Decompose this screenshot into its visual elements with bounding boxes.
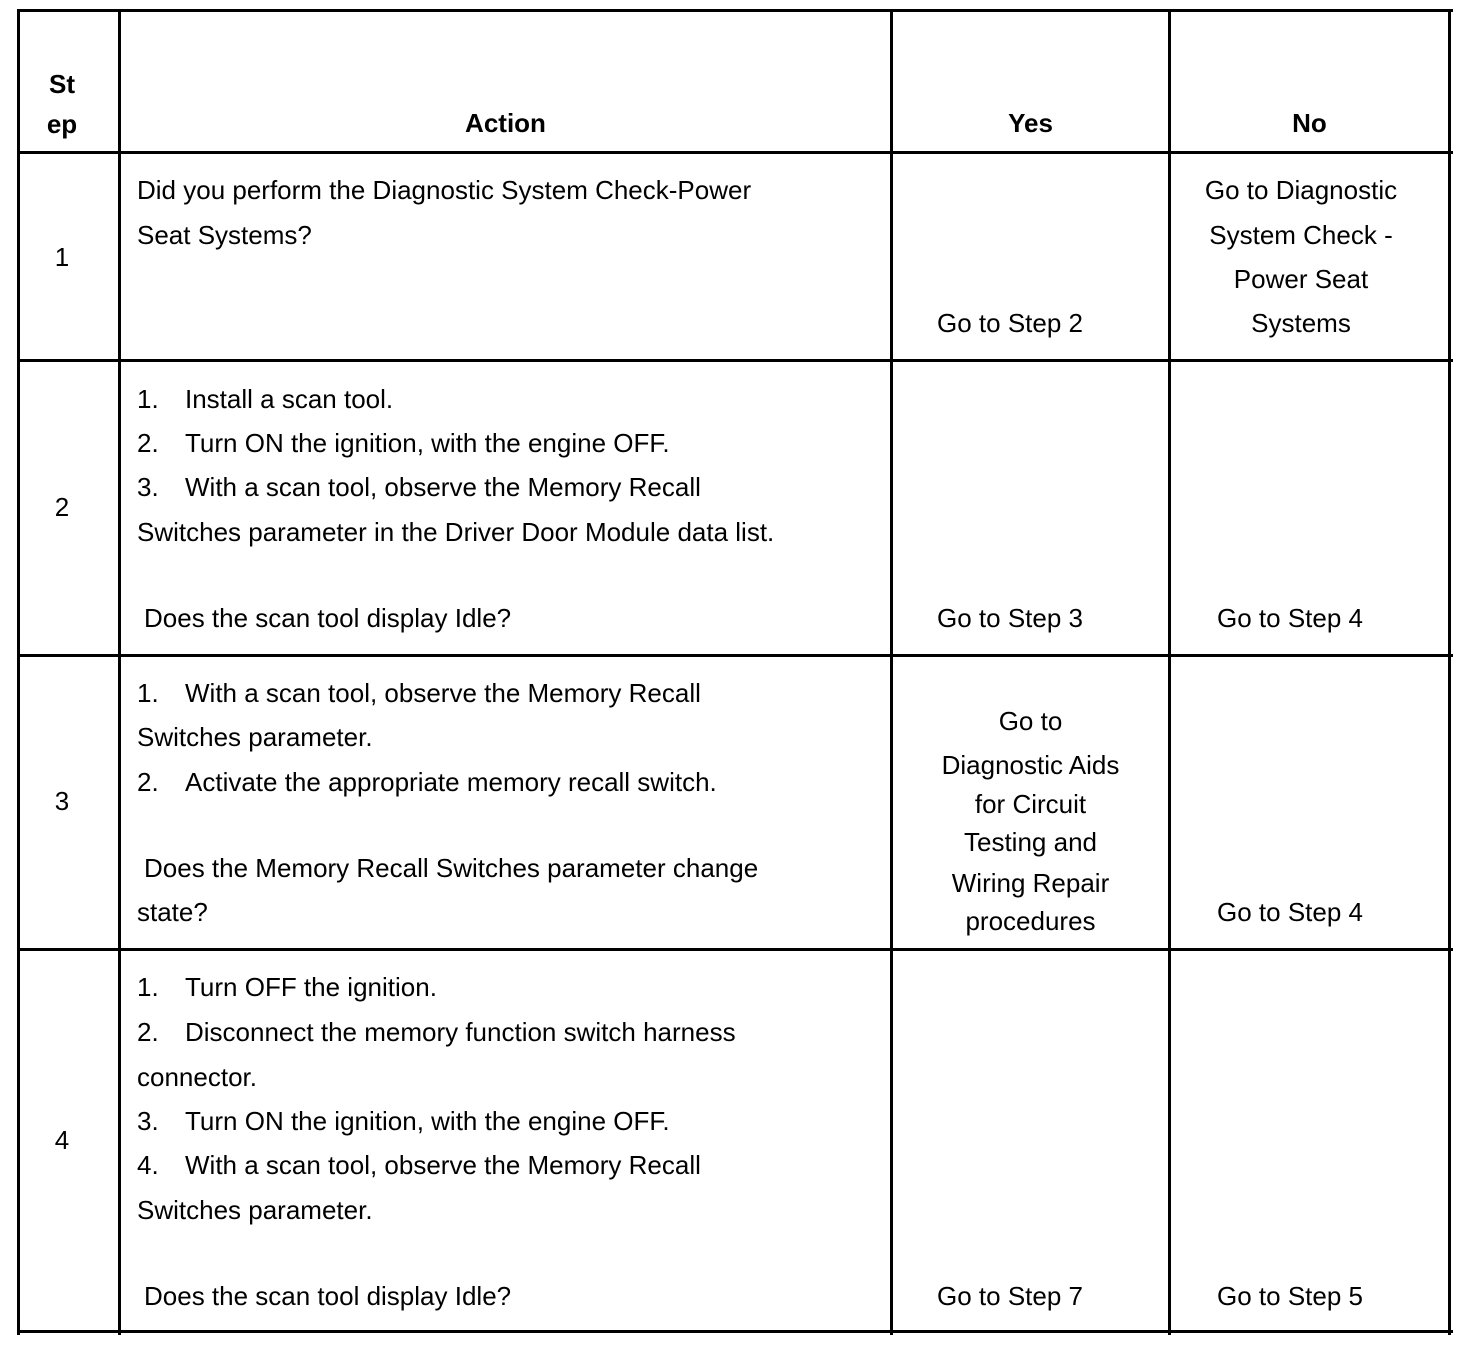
header-action: Action bbox=[465, 108, 546, 138]
list-item-number: 1. bbox=[137, 384, 159, 414]
no-result: Go to Step 5 bbox=[1217, 1281, 1363, 1311]
list-item-text: Activate the appropriate memory recall switch. bbox=[185, 767, 717, 797]
list-item bbox=[137, 965, 437, 1009]
yes-result: Wiring Repair bbox=[951, 868, 1110, 898]
question-text: Does the scan tool display Idle? bbox=[144, 1281, 512, 1311]
row-divider bbox=[17, 948, 1453, 951]
no-result: Go to Diagnostic bbox=[1204, 175, 1398, 205]
step-number: 2 bbox=[54, 492, 70, 522]
row-divider bbox=[17, 654, 1453, 657]
step-number: 4 bbox=[54, 1125, 70, 1155]
list-item-text: With a scan tool, observe the Memory Recall bbox=[185, 472, 701, 502]
list-item bbox=[137, 421, 670, 465]
yes-result: Testing and bbox=[964, 827, 1097, 857]
list-item-number: 3. bbox=[137, 1106, 159, 1136]
column-divider bbox=[890, 9, 893, 1335]
question-text: Does the scan tool display Idle? bbox=[144, 603, 512, 633]
table-border-bottom bbox=[17, 1330, 1453, 1333]
action-text: Did you perform the Diagnostic System Check-Power bbox=[137, 175, 752, 205]
list-item-number: 1. bbox=[137, 972, 159, 1002]
header-yes: Yes bbox=[1008, 108, 1053, 138]
no-result: System Check - bbox=[1209, 220, 1393, 250]
list-item-text: Disconnect the memory function switch harness bbox=[185, 1017, 736, 1047]
list-item bbox=[137, 377, 393, 421]
question-text: state? bbox=[137, 897, 208, 927]
list-item-text: Turn ON the ignition, with the engine OFF. bbox=[185, 1106, 670, 1136]
yes-result: Go to bbox=[998, 706, 1063, 736]
list-item bbox=[137, 465, 701, 509]
list-item-number: 4. bbox=[137, 1150, 159, 1180]
list-item bbox=[137, 760, 717, 804]
list-item-continuation: Switches parameter in the Driver Door Module data list. bbox=[137, 517, 775, 547]
list-item-continuation: Switches parameter. bbox=[137, 722, 373, 752]
yes-result: Diagnostic Aids bbox=[941, 750, 1120, 780]
question-text: Does the Memory Recall Switches parameter change bbox=[144, 853, 759, 883]
action-text: Seat Systems? bbox=[137, 220, 312, 250]
yes-result: Go to Step 3 bbox=[937, 603, 1083, 633]
step-number: 1 bbox=[54, 242, 70, 272]
table-border-right bbox=[1448, 9, 1451, 1335]
yes-result: Go to Step 7 bbox=[937, 1281, 1083, 1311]
list-item-text: Turn ON the ignition, with the engine OFF. bbox=[185, 428, 670, 458]
list-item-number: 3. bbox=[137, 472, 159, 502]
diagnostic-table bbox=[17, 9, 1453, 1335]
header-no: No bbox=[1292, 108, 1327, 138]
list-item-text: With a scan tool, observe the Memory Recall bbox=[185, 678, 701, 708]
list-item-number: 2. bbox=[137, 1017, 159, 1047]
list-item-number: 2. bbox=[137, 767, 159, 797]
list-item-text: Turn OFF the ignition. bbox=[185, 972, 437, 1002]
step-number: 3 bbox=[54, 786, 70, 816]
yes-result: Go to Step 2 bbox=[937, 308, 1083, 338]
no-result: Power Seat bbox=[1233, 264, 1369, 294]
list-item-number: 2. bbox=[137, 428, 159, 458]
row-divider bbox=[17, 151, 1453, 154]
list-item bbox=[137, 671, 701, 715]
list-item-text: Install a scan tool. bbox=[185, 384, 394, 414]
header-step-line1: St bbox=[49, 69, 75, 99]
list-item-continuation: Switches parameter. bbox=[137, 1195, 373, 1225]
row-divider bbox=[17, 359, 1453, 362]
yes-result: procedures bbox=[965, 906, 1096, 936]
no-result: Go to Step 4 bbox=[1217, 603, 1363, 633]
no-result: Go to Step 4 bbox=[1217, 897, 1363, 927]
column-divider bbox=[118, 9, 121, 1335]
list-item-text: With a scan tool, observe the Memory Recall bbox=[185, 1150, 701, 1180]
header-step-line2: ep bbox=[46, 109, 78, 139]
list-item-continuation: connector. bbox=[137, 1062, 257, 1092]
list-item bbox=[137, 1099, 670, 1143]
list-item bbox=[137, 1010, 736, 1054]
list-item-number: 1. bbox=[137, 678, 159, 708]
no-result: Systems bbox=[1251, 308, 1351, 338]
list-item bbox=[137, 1143, 701, 1187]
table-border-top bbox=[17, 9, 1453, 12]
yes-result: for Circuit bbox=[974, 789, 1087, 819]
